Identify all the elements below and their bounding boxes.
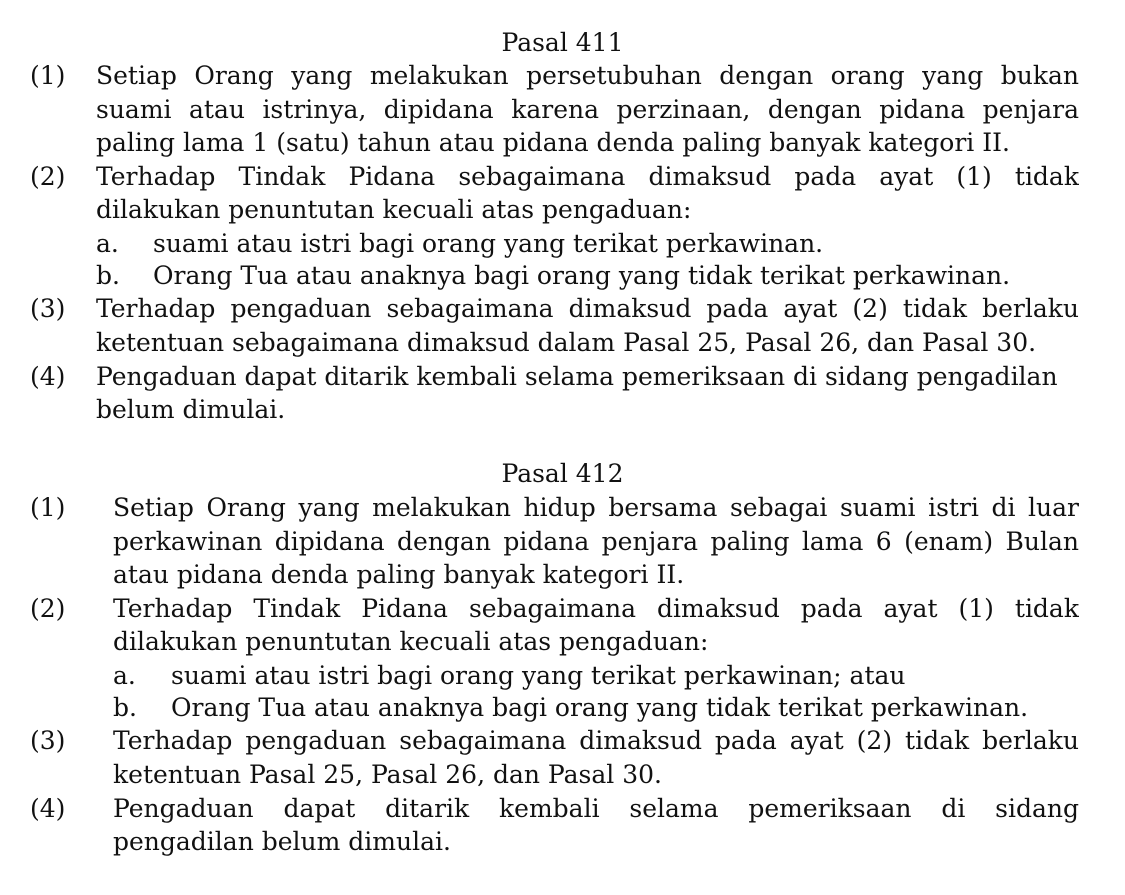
pasal-412-ayat-1-number: (1) <box>30 493 66 522</box>
pasal-412-ayat-2-item-text: Orang Tua atau anaknya bagi orang yang tidak terikat perkawinan. <box>171 693 1029 722</box>
pasal-412-ayat-4-line: Pengaduan dapat ditarik kembali selama pemeriksaan di sidang <box>113 794 1079 823</box>
pasal-412-ayat-3-number: (3) <box>30 726 66 755</box>
pasal-411-ayat-2-line: Terhadap Tindak Pidana sebagaimana dimaksud pada ayat (1) tidak <box>96 162 1079 191</box>
pasal-412-ayat-2-line: dilakukan penuntutan kecuali atas pengaduan: <box>113 627 709 656</box>
pasal-411-ayat-3-number: (3) <box>30 294 66 323</box>
pasal-412-ayat-2-line: Terhadap Tindak Pidana sebagaimana dimaksud pada ayat (1) tidak <box>113 594 1079 623</box>
pasal-412-ayat-1-line: perkawinan dipidana dengan pidana penjara paling lama 6 (enam) Bulan <box>113 527 1079 556</box>
pasal-411-ayat-1-line: suami atau istrinya, dipidana karena perzinaan, dengan pidana penjara <box>96 95 1079 124</box>
pasal-411-ayat-4-line: belum dimulai. <box>96 395 286 424</box>
pasal-412-ayat-2-item-letter: b. <box>113 693 137 722</box>
pasal-412-ayat-2-number: (2) <box>30 594 66 623</box>
pasal-411-ayat-2-item-text: suami atau istri bagi orang yang terikat perkawinan. <box>153 229 824 258</box>
pasal-411-ayat-2-line: dilakukan penuntutan kecuali atas pengaduan: <box>96 195 692 224</box>
pasal-411-ayat-3-line: Terhadap pengaduan sebagaimana dimaksud pada ayat (2) tidak berlaku <box>96 294 1079 323</box>
pasal-412-ayat-1-line: atau pidana denda paling banyak kategori II. <box>113 560 685 589</box>
pasal-412-ayat-2-item-letter: a. <box>113 661 136 690</box>
pasal-411-ayat-4-line: Pengaduan dapat ditarik kembali selama pemeriksaan di sidang pengadilan <box>96 362 1058 391</box>
pasal-412-ayat-3-line: Terhadap pengaduan sebagaimana dimaksud pada ayat (2) tidak berlaku <box>113 726 1079 755</box>
pasal-411-ayat-2-item-text: Orang Tua atau anaknya bagi orang yang tidak terikat perkawinan. <box>153 261 1011 290</box>
pasal-411-ayat-1-line: paling lama 1 (satu) tahun atau pidana denda paling banyak kategori II. <box>96 128 1010 157</box>
pasal-411-ayat-1-number: (1) <box>30 61 66 90</box>
pasal-412-ayat-4-line: pengadilan belum dimulai. <box>113 827 451 856</box>
pasal-412-ayat-2-item-text: suami atau istri bagi orang yang terikat perkawinan; atau <box>171 661 906 690</box>
pasal-412-ayat-4-number: (4) <box>30 794 66 823</box>
pasal-411-ayat-2-item-letter: a. <box>96 229 119 258</box>
pasal-411-title: Pasal 411 <box>501 28 624 57</box>
pasal-411-ayat-2-number: (2) <box>30 162 66 191</box>
pasal-411-ayat-3-line: ketentuan sebagaimana dimaksud dalam Pasal 25, Pasal 26, dan Pasal 30. <box>96 328 1037 357</box>
pasal-411-ayat-1-line: Setiap Orang yang melakukan persetubuhan dengan orang yang bukan <box>96 61 1079 90</box>
pasal-412-ayat-3-line: ketentuan Pasal 25, Pasal 26, dan Pasal 30. <box>113 760 662 789</box>
pasal-411-ayat-4-number: (4) <box>30 362 66 391</box>
pasal-412-title: Pasal 412 <box>501 459 624 488</box>
pasal-411-ayat-2-item-letter: b. <box>96 261 120 290</box>
pasal-412-ayat-1-line: Setiap Orang yang melakukan hidup bersama sebagai suami istri di luar <box>113 493 1079 522</box>
